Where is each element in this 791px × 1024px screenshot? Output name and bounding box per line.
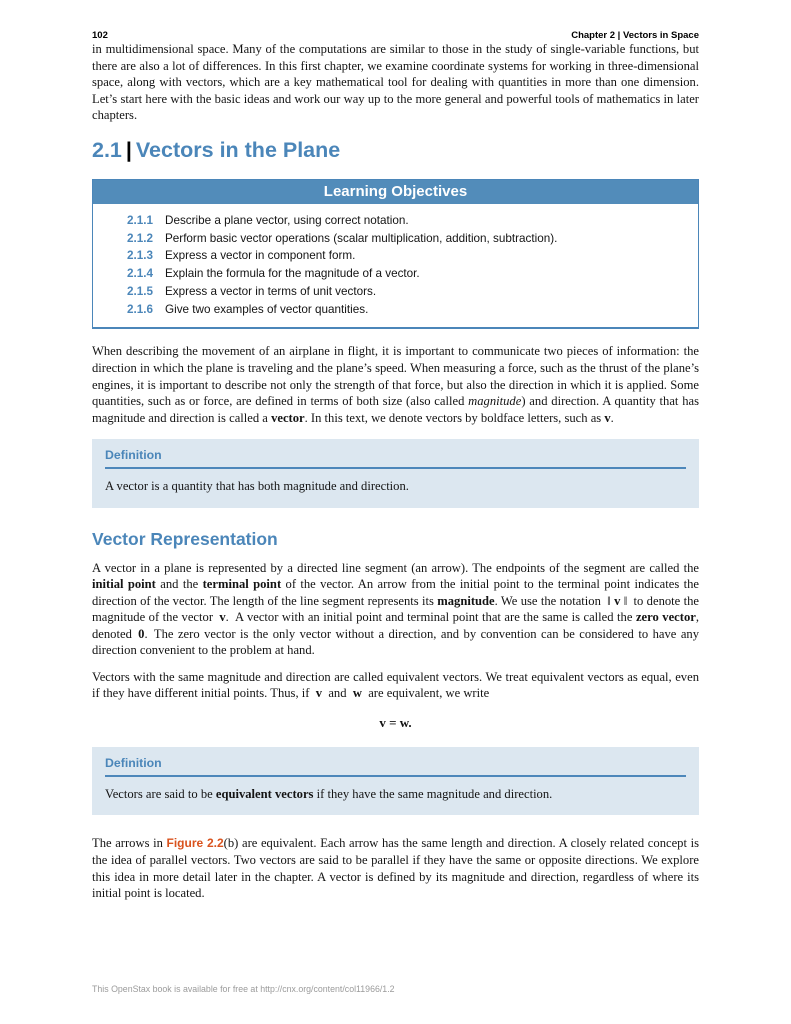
learning-objectives-list (93, 204, 698, 328)
text-segment: . We use the notation ‖ (494, 593, 615, 608)
text-segment: and the (155, 577, 203, 592)
objective-text: Explain the formula for the magnitude of a vector. (165, 267, 420, 281)
section-heading-pipe: | (125, 137, 132, 162)
equation-v-equals-w (92, 715, 699, 731)
objective-text: Describe a plane vector, using correct notation. (165, 213, 409, 227)
text-segment: . (610, 410, 614, 425)
text-segment: are equivalent, we write (361, 686, 490, 701)
openstax-footer-note: This OpenStax book is available for free at http://cnx.org/content/col11966/1.2 (92, 984, 395, 994)
objective-item (93, 247, 698, 265)
text-segment: terminal point (202, 577, 282, 592)
text-segment: When describing the movement of an airplane in flight, it is important to communicate two pieces of information: the direction in which the plane is traveling and the plane’s speed. When measuring a force, such as the thrust of the plane’s engines, it is important to describe not only the strength of that force, but also the direction in which it is applied. Some quantities, such as or force, are defined in terms of both size (also called (92, 344, 699, 409)
paragraph-representation (92, 560, 699, 659)
section-title: Vectors in the Plane (135, 137, 341, 162)
text-segment: v (614, 593, 621, 608)
text-segment: initial point (92, 577, 156, 592)
text-segment: ) and direction. A quantity that has magnitude and direction is called a (92, 394, 699, 425)
text-segment: A vector is a quantity that has both magnitude and direction. (105, 479, 409, 494)
paragraph-figure-reference (92, 835, 699, 901)
text-segment: w (352, 686, 362, 701)
objective-item (93, 230, 698, 248)
page-number: 102 (92, 30, 108, 41)
figure-2-2-link[interactable]: Figure 2.2 (166, 836, 224, 851)
text-segment: v (315, 686, 323, 701)
text-segment: v (604, 410, 611, 425)
subsection-heading: Vector Representation (92, 528, 278, 549)
intro-paragraph (92, 41, 699, 124)
text-segment: in multidimensional space. Many of the computations are similar to those in the study of single-variable functions, but there are also a lot of differences. In this first chapter, we examine coordinate systems for working in three-dimensional space, along with vectors, which are a key mathematical tool for dealing with quantities in more than one dimension. Let’s start here with the basic ideas and work our way up to the more general and powerful tools of mathematics in later chapters. (92, 42, 699, 123)
learning-objectives-title: Learning Objectives (93, 180, 698, 204)
definition-title: Definition (105, 448, 686, 469)
objective-item (93, 283, 698, 301)
text-segment: if they have the same magnitude and direction. (313, 786, 553, 801)
text-segment: , denoted (92, 610, 699, 641)
learning-objectives-box (92, 179, 699, 330)
paragraph-airplane (92, 343, 699, 426)
definition-body (105, 478, 686, 494)
text-segment: The arrows in (92, 836, 167, 851)
section-heading (92, 138, 699, 163)
text-segment: ‖ to denote the magnitude of the vector (92, 593, 699, 625)
text-segment: equivalent vectors (215, 786, 314, 801)
text-segment: . The zero vector is the only vector without a direction, and by convention can be considered to have any direction convenient to the problem at hand. (92, 626, 699, 658)
definition-title: Definition (105, 756, 686, 777)
definition-box (92, 439, 699, 507)
paragraph-equivalent (92, 669, 699, 702)
objective-item (93, 265, 698, 283)
page-header (92, 30, 699, 41)
text-segment: vector (271, 410, 305, 425)
objective-number: 2.1.1 (127, 213, 153, 227)
text-segment: and (322, 686, 353, 701)
objective-item (93, 301, 698, 319)
objective-text: Give two examples of vector quantities. (165, 302, 369, 316)
objective-text: Perform basic vector operations (scalar multiplication, addition, subtraction). (165, 231, 558, 245)
text-segment: v (219, 610, 226, 625)
text-segment: A vector in a plane is represented by a directed line segment (an arrow). The endpoints of the segment are called the (92, 560, 699, 575)
objective-number: 2.1.6 (127, 302, 153, 316)
text-segment: Vectors with the same magnitude and direction are called equivalent vectors. We treat equivalent vectors as equal, even if they have different initial points. Thus, if (92, 669, 699, 701)
text-segment: v = w. (379, 714, 412, 730)
text-segment: magnitude (437, 593, 495, 608)
text-segment: . In this text, we denote vectors by boldface letters, such as (304, 410, 605, 425)
objective-number: 2.1.2 (127, 231, 153, 245)
definition-body (105, 786, 686, 802)
objective-number: 2.1.5 (127, 284, 153, 298)
text-segment: 0 (138, 626, 145, 641)
text-segment: Vectors are said to be (105, 786, 216, 801)
objective-number: 2.1.3 (127, 249, 153, 263)
text-segment: magnitude (468, 394, 522, 409)
objective-text: Express a vector in component form. (165, 249, 356, 263)
section-number: 2.1 (92, 137, 122, 162)
definition-box (92, 747, 699, 815)
text-segment: of the vector. An arrow from the initial point to the terminal point indicates the direction of the vector. The length of the line segment represents its (92, 577, 700, 608)
objective-number: 2.1.4 (127, 267, 153, 281)
text-segment: . A vector with an initial point and terminal point that are the same is called the (225, 610, 636, 625)
text-segment: (b) are equivalent. Each arrow has the same length and direction. A closely related concept is the idea of parallel vectors. Two vectors are said to be parallel if they have the same or opposite directions. We explore this idea in more detail later in the chapter. A vector is defined by its magnitude and direction, regardless of where its initial point is located. (92, 836, 699, 901)
objective-item (93, 212, 698, 230)
running-chapter-title: Chapter 2 | Vectors in Space (571, 30, 699, 41)
objective-text: Express a vector in terms of unit vectors. (165, 284, 377, 298)
page-content (92, 0, 699, 912)
text-segment: zero vector (635, 610, 696, 625)
